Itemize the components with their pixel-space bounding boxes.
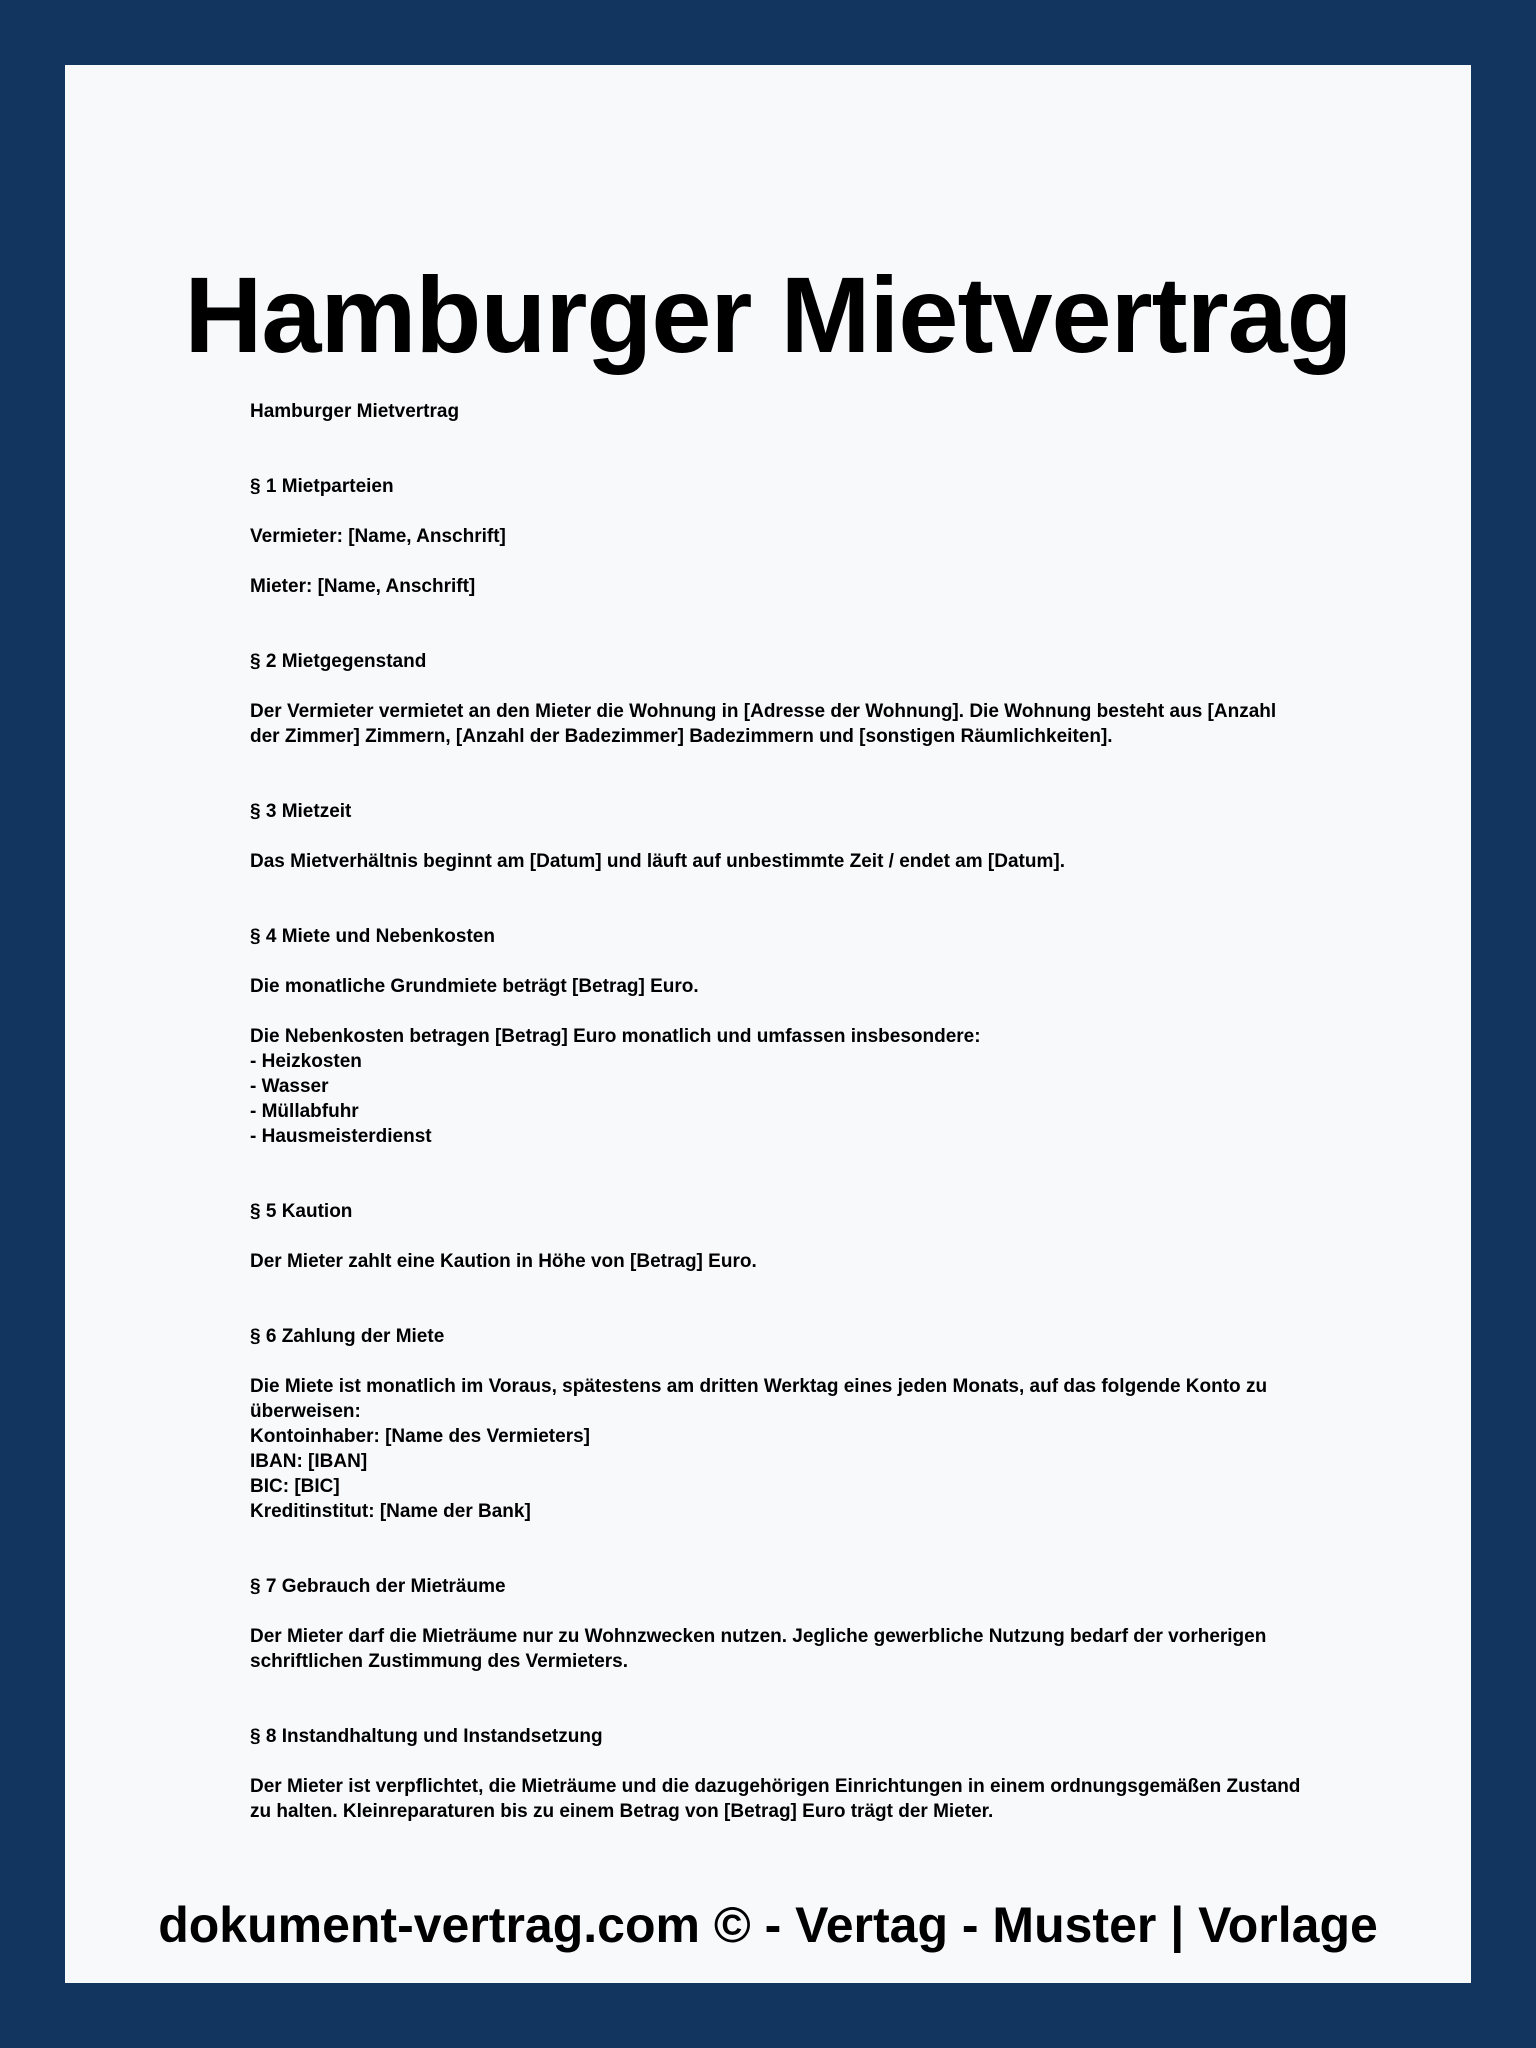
footer-watermark: dokument-vertrag.com © - Vertag - Muster | Vorlage	[158, 1897, 1378, 1953]
section	[250, 1574, 1310, 1674]
section	[250, 474, 1310, 599]
section-heading: § 3 Mietzeit	[250, 801, 352, 822]
section	[250, 1324, 1310, 1524]
section-heading: § 4 Miete und Nebenkosten	[250, 926, 495, 947]
section-heading: § 7 Gebrauch der Mieträume	[250, 1576, 506, 1597]
paragraph	[250, 574, 1310, 599]
text-line: Die monatliche Grundmiete beträgt [Betrag] Euro.	[250, 976, 699, 997]
paragraph	[250, 524, 1310, 549]
paragraph	[250, 1774, 1310, 1824]
document-body	[250, 399, 1310, 1874]
paragraph	[250, 1249, 1310, 1274]
text-line: Kreditinstitut: [Name der Bank]	[250, 1501, 531, 1522]
section	[250, 1724, 1310, 1824]
text-line: Die Miete ist monatlich im Voraus, spätestens am dritten Werktag eines jeden Monats, auf das folgende Konto zu überweisen:	[250, 1376, 1268, 1422]
list-item: - Hausmeisterdienst	[250, 1126, 432, 1147]
paragraph	[250, 1624, 1310, 1674]
text-line: Der Vermieter vermietet an den Mieter die Wohnung in [Adresse der Wohnung]. Die Wohnung besteht aus [Anzahl der Zimmer] Zimmern, [Anzahl der Badezimmer] Badezimmern und [sonstigen Räumlichkeiten].	[250, 701, 1277, 747]
section	[250, 1199, 1310, 1274]
document-title: Hamburger Mietvertrag	[250, 401, 460, 422]
text-line: Mieter: [Name, Anschrift]	[250, 576, 476, 597]
section-heading: § 1 Mietparteien	[250, 476, 394, 497]
paragraph	[250, 849, 1310, 874]
section	[250, 649, 1310, 749]
section	[250, 924, 1310, 1149]
text-line: Das Mietverhältnis beginnt am [Datum] und läuft auf unbestimmte Zeit / endet am [Datum].	[250, 851, 1065, 872]
text-line: Vermieter: [Name, Anschrift]	[250, 526, 506, 547]
text-line: Der Mieter ist verpflichtet, die Mieträume und die dazugehörigen Einrichtungen in einem ordnungsgemäßen Zustand zu halten. Kleinreparaturen bis zu einem Betrag von [Betrag] Euro trägt der Mieter.	[250, 1776, 1301, 1822]
page-title: Hamburger Mietvertrag	[184, 254, 1352, 375]
paragraph	[250, 1024, 1310, 1149]
sections-container	[250, 474, 1310, 1824]
section-heading: § 8 Instandhaltung und Instandsetzung	[250, 1726, 603, 1747]
list-item: - Müllabfuhr	[250, 1101, 359, 1122]
text-line: BIC: [BIC]	[250, 1476, 340, 1497]
paragraph	[250, 974, 1310, 999]
document-page	[65, 65, 1471, 1983]
section	[250, 799, 1310, 874]
list-item: - Heizkosten	[250, 1051, 362, 1072]
text-line: IBAN: [IBAN]	[250, 1451, 368, 1472]
text-line: Der Mieter zahlt eine Kaution in Höhe von [Betrag] Euro.	[250, 1251, 757, 1272]
paragraph	[250, 699, 1310, 749]
list-item: - Wasser	[250, 1076, 329, 1097]
section-heading: § 2 Mietgegenstand	[250, 651, 427, 672]
text-line: Die Nebenkosten betragen [Betrag] Euro monatlich und umfassen insbesondere:	[250, 1026, 981, 1047]
text-line: Kontoinhaber: [Name des Vermieters]	[250, 1426, 590, 1447]
text-line: Der Mieter darf die Mieträume nur zu Wohnzwecken nutzen. Jegliche gewerbliche Nutzung bedarf der vorherigen schriftlichen Zustimmung des Vermieters.	[250, 1626, 1267, 1672]
section-heading: § 5 Kaution	[250, 1201, 353, 1222]
paragraph	[250, 1374, 1310, 1524]
section-heading: § 6 Zahlung der Miete	[250, 1326, 445, 1347]
